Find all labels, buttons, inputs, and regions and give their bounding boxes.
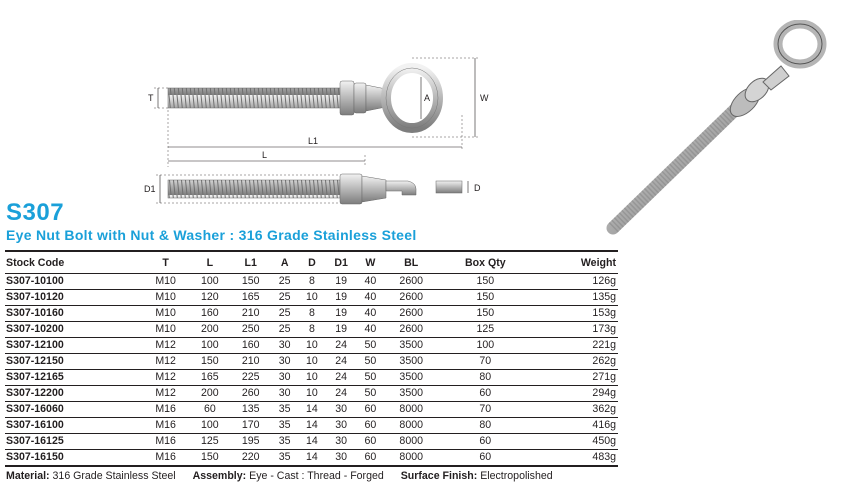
cell-a: 30 xyxy=(271,370,298,386)
assembly-value: Eye - Cast : Thread - Forged xyxy=(249,470,384,482)
cell-d: 10 xyxy=(298,338,325,354)
cell-bl: 2600 xyxy=(384,274,438,290)
table-row xyxy=(5,322,618,338)
cell-bl: 8000 xyxy=(384,450,438,467)
header-t: T xyxy=(142,251,190,274)
table-header-row xyxy=(5,251,618,274)
cell-l1: 170 xyxy=(230,418,271,434)
cell-d: 8 xyxy=(298,306,325,322)
cell-w: 60 xyxy=(357,418,384,434)
cell-a: 25 xyxy=(271,290,298,306)
cell-weight: 135g xyxy=(532,290,618,306)
table-row xyxy=(5,450,618,467)
finish-value: Electropolished xyxy=(480,470,553,482)
dim-label-w: W xyxy=(480,93,489,103)
cell-d: 10 xyxy=(298,386,325,402)
cell-l: 150 xyxy=(189,354,230,370)
cell-l: 100 xyxy=(189,418,230,434)
cell-a: 35 xyxy=(271,450,298,467)
cell-t: M16 xyxy=(142,418,190,434)
cell-l1: 160 xyxy=(230,338,271,354)
cell-l1: 165 xyxy=(230,290,271,306)
product-code: S307 xyxy=(6,199,65,226)
table-row xyxy=(5,434,618,450)
cell-l: 160 xyxy=(189,306,230,322)
cell-l1: 260 xyxy=(230,386,271,402)
material-value: 316 Grade Stainless Steel xyxy=(52,470,176,482)
cell-l1: 210 xyxy=(230,354,271,370)
cell-stock-code: S307-12165 xyxy=(5,370,142,386)
cell-box-qty: 80 xyxy=(438,370,532,386)
header-l1: L1 xyxy=(230,251,271,274)
dim-label-d1: D1 xyxy=(144,184,156,194)
dim-label-l: L xyxy=(262,150,268,160)
table-row xyxy=(5,354,618,370)
cell-box-qty: 150 xyxy=(438,290,532,306)
cell-t: M10 xyxy=(142,322,190,338)
cell-l: 125 xyxy=(189,434,230,450)
cell-d1: 30 xyxy=(326,402,357,418)
cell-stock-code: S307-16060 xyxy=(5,402,142,418)
cell-a: 30 xyxy=(271,354,298,370)
header-bl: BL xyxy=(384,251,438,274)
cell-stock-code: S307-10120 xyxy=(5,290,142,306)
cell-d: 14 xyxy=(298,418,325,434)
cell-stock-code: S307-16125 xyxy=(5,434,142,450)
cell-w: 40 xyxy=(357,306,384,322)
product-title: Eye Nut Bolt with Nut & Washer : 316 Grade Stainless Steel xyxy=(6,227,417,243)
cell-d1: 30 xyxy=(326,450,357,467)
bolt-top-view xyxy=(168,68,438,128)
cell-d1: 19 xyxy=(326,290,357,306)
cell-box-qty: 100 xyxy=(438,338,532,354)
cell-l: 200 xyxy=(189,322,230,338)
cell-stock-code: S307-10160 xyxy=(5,306,142,322)
header-box-qty: Box Qty xyxy=(438,251,532,274)
cell-box-qty: 60 xyxy=(438,450,532,467)
cell-stock-code: S307-16100 xyxy=(5,418,142,434)
cell-t: M12 xyxy=(142,370,190,386)
cell-l1: 220 xyxy=(230,450,271,467)
cell-box-qty: 70 xyxy=(438,354,532,370)
cell-l: 60 xyxy=(189,402,230,418)
cell-d: 10 xyxy=(298,354,325,370)
cell-a: 30 xyxy=(271,338,298,354)
table-row xyxy=(5,338,618,354)
cell-d: 14 xyxy=(298,450,325,467)
cell-bl: 2600 xyxy=(384,306,438,322)
cell-box-qty: 150 xyxy=(438,274,532,290)
header-a: A xyxy=(271,251,298,274)
cell-l1: 195 xyxy=(230,434,271,450)
cell-l: 120 xyxy=(189,290,230,306)
table-row xyxy=(5,290,618,306)
cell-stock-code: S307-10100 xyxy=(5,274,142,290)
cell-stock-code: S307-12200 xyxy=(5,386,142,402)
cell-l1: 250 xyxy=(230,322,271,338)
table-row xyxy=(5,274,618,290)
cell-w: 50 xyxy=(357,370,384,386)
spec-table xyxy=(5,250,618,467)
cell-box-qty: 70 xyxy=(438,402,532,418)
cell-l1: 135 xyxy=(230,402,271,418)
cell-weight: 153g xyxy=(532,306,618,322)
cell-t: M12 xyxy=(142,354,190,370)
cell-l1: 225 xyxy=(230,370,271,386)
cell-d: 8 xyxy=(298,322,325,338)
cell-a: 35 xyxy=(271,402,298,418)
cell-weight: 126g xyxy=(532,274,618,290)
cell-t: M16 xyxy=(142,402,190,418)
cell-bl: 3500 xyxy=(384,370,438,386)
cell-w: 60 xyxy=(357,402,384,418)
cell-bl: 3500 xyxy=(384,338,438,354)
cell-l: 200 xyxy=(189,386,230,402)
product-photo xyxy=(595,20,835,240)
technical-drawing xyxy=(140,55,500,215)
cell-bl: 8000 xyxy=(384,418,438,434)
cell-a: 25 xyxy=(271,274,298,290)
cell-d1: 30 xyxy=(326,434,357,450)
cell-a: 30 xyxy=(271,386,298,402)
cell-stock-code: S307-16150 xyxy=(5,450,142,467)
assembly-label: Assembly: xyxy=(192,470,247,482)
cell-d1: 30 xyxy=(326,418,357,434)
dim-label-a: A xyxy=(424,93,431,103)
cell-d: 14 xyxy=(298,434,325,450)
cell-weight: 294g xyxy=(532,386,618,402)
cell-bl: 3500 xyxy=(384,386,438,402)
header-w: W xyxy=(357,251,384,274)
footer-specs xyxy=(6,470,553,482)
cell-d1: 19 xyxy=(326,322,357,338)
cell-weight: 271g xyxy=(532,370,618,386)
table-row xyxy=(5,306,618,322)
cell-weight: 416g xyxy=(532,418,618,434)
table-row xyxy=(5,418,618,434)
cell-d1: 24 xyxy=(326,338,357,354)
table-body xyxy=(5,274,618,467)
table-row xyxy=(5,386,618,402)
header-l: L xyxy=(189,251,230,274)
cell-l: 150 xyxy=(189,450,230,467)
cell-t: M10 xyxy=(142,290,190,306)
cell-d: 10 xyxy=(298,290,325,306)
cell-stock-code: S307-12100 xyxy=(5,338,142,354)
bolt-side-view xyxy=(168,174,462,204)
cell-box-qty: 80 xyxy=(438,418,532,434)
finish-label: Surface Finish: xyxy=(400,470,478,482)
cell-bl: 8000 xyxy=(384,434,438,450)
cell-t: M12 xyxy=(142,386,190,402)
header-d1: D1 xyxy=(326,251,357,274)
cell-l: 100 xyxy=(189,338,230,354)
material-label: Material: xyxy=(6,470,50,482)
cell-box-qty: 125 xyxy=(438,322,532,338)
cell-w: 50 xyxy=(357,386,384,402)
cell-box-qty: 60 xyxy=(438,386,532,402)
cell-bl: 3500 xyxy=(384,354,438,370)
cell-weight: 262g xyxy=(532,354,618,370)
cell-weight: 483g xyxy=(532,450,618,467)
cell-d1: 24 xyxy=(326,354,357,370)
cell-weight: 450g xyxy=(532,434,618,450)
cell-l1: 150 xyxy=(230,274,271,290)
header-stock-code: Stock Code xyxy=(5,251,142,274)
cell-w: 40 xyxy=(357,274,384,290)
cell-d1: 19 xyxy=(326,306,357,322)
dim-label-d: D xyxy=(474,183,481,193)
cell-box-qty: 150 xyxy=(438,306,532,322)
cell-weight: 221g xyxy=(532,338,618,354)
cell-a: 35 xyxy=(271,418,298,434)
cell-a: 35 xyxy=(271,434,298,450)
cell-l: 165 xyxy=(189,370,230,386)
cell-w: 40 xyxy=(357,290,384,306)
cell-t: M10 xyxy=(142,306,190,322)
cell-bl: 2600 xyxy=(384,322,438,338)
cell-d1: 19 xyxy=(326,274,357,290)
dim-label-l1: L1 xyxy=(308,136,319,146)
cell-l: 100 xyxy=(189,274,230,290)
cell-a: 25 xyxy=(271,322,298,338)
cell-t: M12 xyxy=(142,338,190,354)
cell-w: 60 xyxy=(357,450,384,467)
cell-stock-code: S307-10200 xyxy=(5,322,142,338)
cell-t: M16 xyxy=(142,434,190,450)
cell-box-qty: 60 xyxy=(438,434,532,450)
cell-w: 40 xyxy=(357,322,384,338)
table-row xyxy=(5,370,618,386)
cell-weight: 362g xyxy=(532,402,618,418)
cell-d: 14 xyxy=(298,402,325,418)
cell-w: 60 xyxy=(357,434,384,450)
header-d: D xyxy=(298,251,325,274)
cell-t: M16 xyxy=(142,450,190,467)
cell-d1: 24 xyxy=(326,370,357,386)
cell-w: 50 xyxy=(357,354,384,370)
cell-d: 8 xyxy=(298,274,325,290)
cell-bl: 8000 xyxy=(384,402,438,418)
cell-a: 25 xyxy=(271,306,298,322)
dim-label-t: T xyxy=(148,93,154,103)
cell-bl: 2600 xyxy=(384,290,438,306)
cell-stock-code: S307-12150 xyxy=(5,354,142,370)
cell-d1: 24 xyxy=(326,386,357,402)
cell-d: 10 xyxy=(298,370,325,386)
table-row xyxy=(5,402,618,418)
cell-t: M10 xyxy=(142,274,190,290)
header-weight: Weight xyxy=(532,251,618,274)
cell-weight: 173g xyxy=(532,322,618,338)
cell-w: 50 xyxy=(357,338,384,354)
cell-l1: 210 xyxy=(230,306,271,322)
